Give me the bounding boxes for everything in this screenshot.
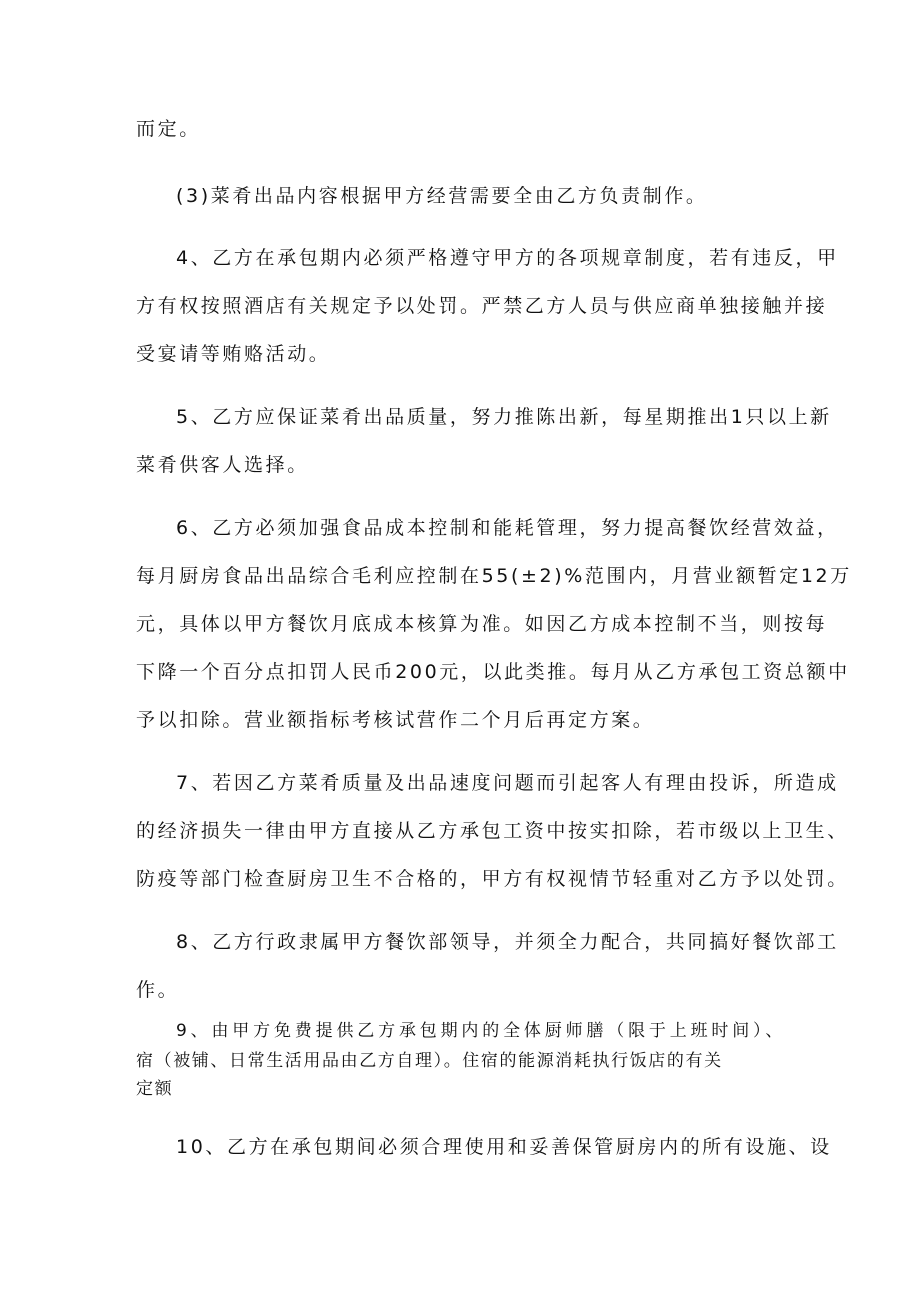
line-11: 下降一个百分点扣罚人民币200元，以此类推。每月从乙方承包工资总额中 <box>136 661 850 683</box>
line-7: 菜肴供客人选择。 <box>136 454 309 476</box>
line-20: 定额 <box>136 1079 174 1099</box>
line-17: 作。 <box>136 979 180 1001</box>
line-5: 受宴请等贿赂活动。 <box>136 343 331 365</box>
line-12: 予以扣除。营业额指标考核试营作二个月后再定方案。 <box>136 709 655 731</box>
line-1: 而定。 <box>136 118 201 140</box>
line-3: 4、乙方在承包期内必须严格遵守甲方的各项规章制度，若有违反，甲 <box>176 247 839 269</box>
line-4: 方有权按照酒店有关规定予以处罚。严禁乙方人员与供应商单独接触并接 <box>136 295 828 317</box>
line-21: 10、乙方在承包期间必须合理使用和妥善保管厨房内的所有设施、设 <box>176 1136 832 1158</box>
line-15: 防疫等部门检查厨房卫生不合格的，甲方有权视情节轻重对乙方予以处罚。 <box>136 868 849 890</box>
line-19: 宿（被铺、日常生活用品由乙方自理）。住宿的能源消耗执行饭店的有关 <box>136 1051 723 1071</box>
line-6: 5、乙方应保证菜肴出品质量，努力推陈出新，每星期推出1只以上新 <box>176 406 832 428</box>
line-9: 每月厨房食品出品综合毛利应控制在55(±2)%范围内，月营业额暂定12万 <box>136 565 852 587</box>
line-2: (3)菜肴出品内容根据甲方经营需要全由乙方负责制作。 <box>176 185 708 207</box>
line-18: 9、由甲方免费提供乙方承包期内的全体厨师膳（限于上班时间）、 <box>176 1021 784 1041</box>
line-16: 8、乙方行政隶属甲方餐饮部领导，并须全力配合，共同搞好餐饮部工 <box>176 931 839 953</box>
line-10: 元，具体以甲方餐饮月底成本核算为准。如因乙方成本控制不当，则按每 <box>136 613 828 635</box>
line-8: 6、乙方必须加强食品成本控制和能耗管理，努力提高餐饮经营效益， <box>176 517 839 539</box>
line-13: 7、若因乙方菜肴质量及出品速度问题而引起客人有理由投诉，所造成 <box>176 772 839 794</box>
line-14: 的经济损失一律由甲方直接从乙方承包工资中按实扣除，若市级以上卫生、 <box>136 820 849 842</box>
